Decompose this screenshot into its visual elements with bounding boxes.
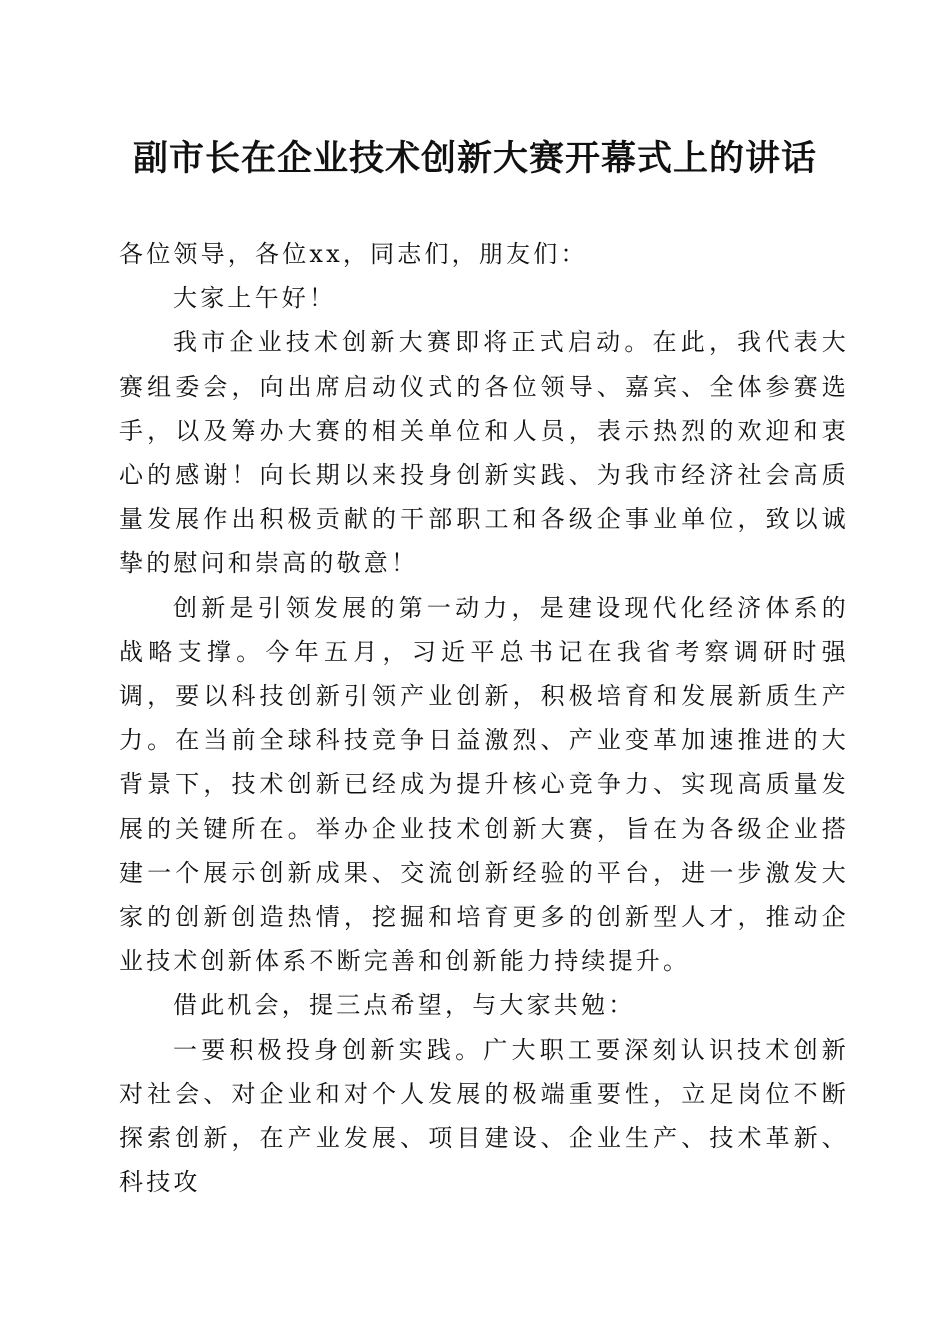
paragraph-greeting: 大家上午好！ [173, 284, 337, 313]
salutation: 各位领导，各位xx，同志们，朋友们： [119, 240, 588, 268]
paragraph-hopes-intro: 借此机会，提三点希望，与大家共勉： [173, 991, 636, 1020]
paragraph-welcome: 我市企业技术创新大赛即将正式启动。在此，我代表大赛组委会，向出席启动仪式的各位领导、嘉宾、全体参赛选手，以及筹办大赛的相关单位和人员，表示热烈的欢迎和衷心的感谢！向长期以来投身创新实践、为我市经济社会高质量发展作出积极贡献的干部职工和各级企事业单位，致以诚挚的慰问和崇高的敬意！ [119, 328, 849, 578]
document-body [119, 232, 849, 1204]
paragraph-innovation: 创新是引领发展的第一动力，是建设现代化经济体系的战略支撑。今年五月，习近平总书记在我省考察调研时强调，要以科技创新引领产业创新，积极培育和发展新质生产力。在当前全球科技竞争日益激烈、产业变革加速推进的大背景下，技术创新已经成为提升核心竞争力、实现高质量发展的关键所在。举办企业技术创新大赛，旨在为各级企业搭建一个展示创新成果、交流创新经验的平台，进一步激发大家的创新创造热情，挖掘和培育更多的创新型人才，推动企业技术创新体系不断完善和创新能力持续提升。 [119, 593, 849, 976]
document-title: 副市长在企业技术创新大赛开幕式上的讲话 [132, 138, 817, 179]
paragraph-hope-one: 一要积极投身创新实践。广大职工要深刻认识技术创新对社会、对企业和对个人发展的极端重要性，立足岗位不断探索创新，在产业发展、项目建设、企业生产、技术革新、科技攻 [119, 1035, 849, 1197]
